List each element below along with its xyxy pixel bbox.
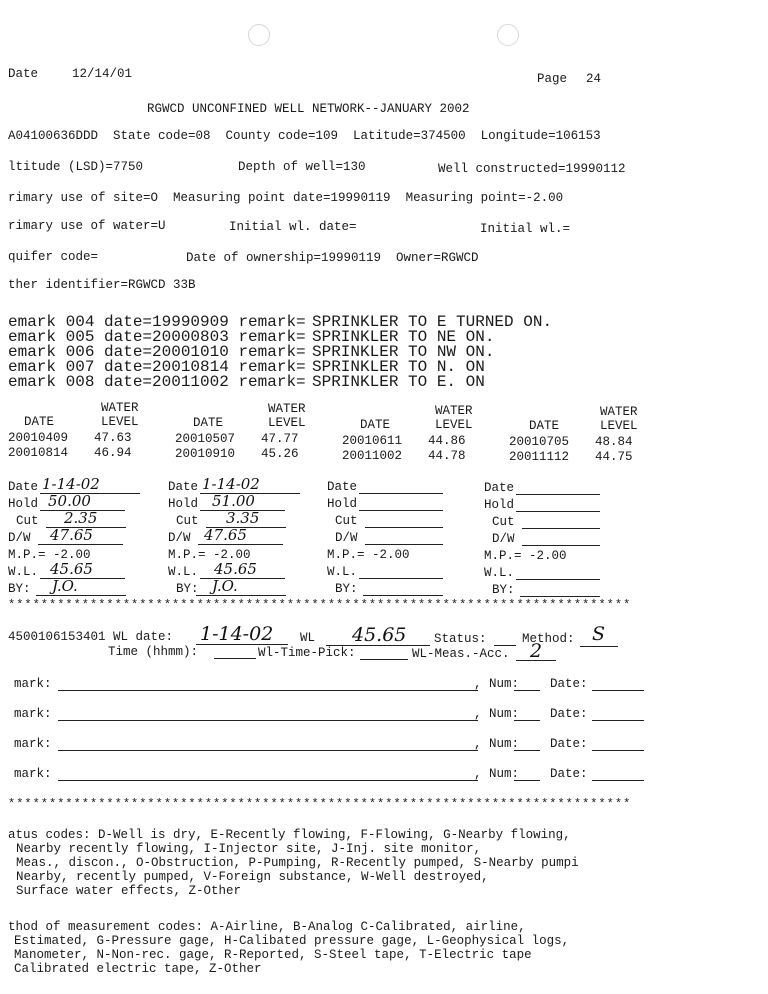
- head-water: WATER: [268, 402, 306, 416]
- remark-num-label: , Num:: [474, 677, 520, 691]
- site-initial-wl: Initial wl.=: [480, 222, 571, 236]
- form-hold-value[interactable]: 51.00: [212, 492, 255, 510]
- form-mp: M.P.= -2.00: [327, 548, 410, 562]
- form-hold-value[interactable]: 50.00: [48, 492, 91, 510]
- form-dw-label: D/W: [492, 532, 515, 546]
- remark-input[interactable]: [58, 720, 478, 721]
- form-hold-label: Hold: [8, 497, 39, 511]
- remark-num-input[interactable]: [514, 690, 540, 691]
- form-cut-label: Cut: [335, 514, 358, 528]
- separator-line: ****************************************************************************: [8, 598, 632, 612]
- form-date-label: Date: [327, 480, 358, 494]
- obs-time-label: Time (hhmm):: [108, 645, 199, 659]
- status-code-line: Nearby recently flowing, I-Injector site, J-Inj. site monitor,: [16, 842, 482, 856]
- method-code-line: thod of measurement codes: A-Airline, B-Analog C-Calibrated, airline,: [8, 920, 526, 934]
- site-ownership: Date of ownership=19990119 Owner=RGWCD: [186, 251, 479, 265]
- form-hold-label: Hold: [484, 498, 515, 512]
- form-dw-value[interactable]: 47.65: [50, 526, 93, 544]
- form-date-value[interactable]: 1-14-02: [202, 475, 260, 493]
- site-water-use: rimary use of water=U: [8, 219, 166, 233]
- form-by-value[interactable]: J.O.: [212, 577, 238, 595]
- table-level: 46.94: [94, 446, 132, 460]
- table-date: 20011002: [342, 449, 403, 463]
- table-date: 20010611: [342, 434, 403, 448]
- remark-text: SPRINKLER TO NE ON.: [312, 328, 495, 346]
- head-date: DATE: [24, 415, 55, 429]
- head-water: WATER: [600, 405, 638, 419]
- site-constructed: Well constructed=19990112: [438, 162, 626, 176]
- remark-left: emark 008 date=20011002 remark=: [8, 373, 306, 391]
- table-date: 20010409: [8, 431, 69, 445]
- form-by-label: BY:: [176, 582, 199, 596]
- obs-pick-label: Wl-Time-Pick:: [258, 646, 356, 660]
- remark-input[interactable]: [58, 690, 478, 691]
- site-other-identifier: ther identifier=RGWCD 33B: [8, 278, 196, 292]
- remark-text: SPRINKLER TO N. ON: [312, 358, 485, 376]
- head-date: DATE: [529, 419, 560, 433]
- table-level: 47.63: [94, 431, 132, 445]
- form-date-label: Date: [8, 480, 39, 494]
- method-code-line: Calibrated electric tape, Z-Other: [14, 962, 262, 976]
- page-number: 24: [586, 72, 602, 86]
- head-level: LEVEL: [600, 419, 638, 433]
- water-level-column-1: [8, 401, 168, 461]
- form-dw-label: D/W: [168, 531, 191, 545]
- head-level: LEVEL: [101, 415, 139, 429]
- site-initial-wl-date: Initial wl. date=: [229, 220, 357, 234]
- water-level-column-4: [509, 405, 669, 465]
- remark-date-input[interactable]: [592, 720, 644, 721]
- obs-acc-label: WL-Meas.-Acc.: [412, 647, 510, 661]
- method-code-line: Manometer, N-Non-rec. gage, R-Reported, S-Steel tape, T-Electric tape: [14, 948, 532, 962]
- form-date-label: Date: [168, 480, 199, 494]
- remark-num-input[interactable]: [514, 720, 540, 721]
- status-code-line: atus codes: D-Well is dry, E-Recently flowing, F-Flowing, G-Nearby flowing,: [8, 828, 571, 842]
- punch-hole-right: [497, 24, 519, 46]
- head-water: WATER: [435, 404, 473, 418]
- field-form-3: [327, 480, 477, 599]
- head-date: DATE: [360, 418, 391, 432]
- obs-id-label: 4500106153401 WL date:: [8, 630, 174, 644]
- remark-blank-label: mark:: [14, 707, 52, 721]
- form-wl-value[interactable]: 45.65: [214, 560, 257, 578]
- remark-left: emark 005 date=20000803 remark=: [8, 328, 306, 346]
- table-level: 44.78: [428, 449, 466, 463]
- form-wl-label: W.L.: [8, 565, 39, 579]
- form-by-label: BY:: [8, 582, 31, 596]
- form-dw-label: D/W: [8, 531, 31, 545]
- form-cut-label: Cut: [492, 515, 515, 529]
- remark-left: emark 007 date=20010814 remark=: [8, 358, 306, 376]
- form-dw-label: D/W: [335, 531, 358, 545]
- form-wl-label: W.L.: [168, 565, 199, 579]
- site-line-3: rimary use of site=O Measuring point date=19990119 Measuring point=-2.00: [8, 191, 564, 205]
- table-level: 44.86: [428, 434, 466, 448]
- remark-date-input[interactable]: [592, 780, 644, 781]
- form-wl-label: W.L.: [327, 565, 358, 579]
- site-altitude: ltitude (LSD)=7750: [8, 160, 144, 174]
- page-title: RGWCD UNCONFINED WELL NETWORK--JANUARY 2002: [147, 102, 470, 116]
- remark-date-input[interactable]: [592, 750, 644, 751]
- table-date: 20010705: [509, 435, 570, 449]
- remark-blank-label: mark:: [14, 737, 52, 751]
- remark-date-input[interactable]: [592, 690, 644, 691]
- remark-date-label: Date:: [550, 677, 588, 691]
- remark-left: emark 004 date=19990909 remark=: [8, 313, 306, 331]
- water-level-column-3: [342, 404, 502, 464]
- head-level: LEVEL: [435, 418, 473, 432]
- obs-method-label: Method:: [522, 632, 575, 646]
- remark-date-label: Date:: [550, 737, 588, 751]
- field-form-4: [484, 481, 634, 600]
- remark-num-label: , Num:: [474, 767, 520, 781]
- form-date-value[interactable]: 1-14-02: [42, 475, 100, 493]
- remark-blank-label: mark:: [14, 767, 52, 781]
- field-form-1: [8, 475, 158, 599]
- remark-num-label: , Num:: [474, 707, 520, 721]
- page-label: Page: [537, 72, 568, 86]
- water-level-column-2: [175, 402, 335, 462]
- remark-num-input[interactable]: [514, 750, 540, 751]
- form-date-label: Date: [484, 481, 515, 495]
- obs-method-value[interactable]: S: [592, 623, 606, 645]
- status-code-line: Surface water effects, Z-Other: [16, 884, 242, 898]
- site-depth: Depth of well=130: [238, 160, 366, 174]
- remark-input[interactable]: [58, 780, 478, 781]
- remark-date-label: Date:: [550, 707, 588, 721]
- obs-status-label: Status:: [434, 632, 487, 646]
- remark-num-input[interactable]: [514, 780, 540, 781]
- remark-input[interactable]: [58, 750, 478, 751]
- header-date-value: 12/14/01: [72, 67, 133, 81]
- separator-line: ****************************************************************************: [8, 797, 632, 811]
- site-line-1: A04100636DDD State code=08 County code=109 Latitude=374500 Longitude=106153: [8, 129, 601, 143]
- obs-wl-value[interactable]: 45.65: [352, 624, 407, 646]
- remark-blank-label: mark:: [14, 677, 52, 691]
- form-mp: M.P.= -2.00: [168, 548, 251, 562]
- form-cut-label: Cut: [176, 514, 199, 528]
- table-level: 48.84: [595, 435, 633, 449]
- form-by-value[interactable]: J.O.: [52, 577, 78, 595]
- method-code-line: Estimated, G-Pressure gage, H-Calibated pressure gage, L-Geophysical logs,: [14, 934, 570, 948]
- header-date-label: Date: [8, 67, 39, 81]
- form-hold-label: Hold: [327, 497, 358, 511]
- punch-hole-left: [248, 24, 270, 46]
- table-date: 20011112: [509, 450, 570, 464]
- form-wl-label: W.L.: [484, 566, 515, 580]
- form-hold-label: Hold: [168, 497, 199, 511]
- table-level: 44.75: [595, 450, 633, 464]
- remark-num-label: , Num:: [474, 737, 520, 751]
- remark-text: SPRINKLER TO E. ON: [312, 373, 485, 391]
- head-date: DATE: [193, 416, 224, 430]
- method-codes-legend: [8, 920, 570, 976]
- remark-date-label: Date:: [550, 767, 588, 781]
- form-mp: M.P.= -2.00: [8, 548, 91, 562]
- form-by-label: BY:: [492, 583, 515, 597]
- form-cut-value[interactable]: 2.35: [64, 509, 98, 527]
- status-code-line: Meas., discon., O-Obstruction, P-Pumping, R-Recently pumped, S-Nearby pumpi: [16, 856, 579, 870]
- head-level: LEVEL: [268, 416, 306, 430]
- remark-text: SPRINKLER TO E TURNED ON.: [312, 313, 553, 331]
- remark-text: SPRINKLER TO NW ON.: [312, 343, 495, 361]
- site-aquifer: quifer code=: [8, 250, 99, 264]
- status-codes-legend: [8, 828, 579, 898]
- table-level: 45.26: [261, 447, 299, 461]
- form-mp: M.P.= -2.00: [484, 549, 567, 563]
- form-dw-value[interactable]: 47.65: [204, 526, 247, 544]
- table-date: 20010507: [175, 432, 236, 446]
- table-date: 20010814: [8, 446, 69, 460]
- form-wl-value[interactable]: 45.65: [50, 560, 93, 578]
- form-cut-label: Cut: [16, 514, 39, 528]
- table-date: 20010910: [175, 447, 236, 461]
- form-cut-value[interactable]: 3.35: [226, 509, 260, 527]
- field-form-2: [168, 475, 318, 599]
- form-by-label: BY:: [335, 582, 358, 596]
- obs-acc-value[interactable]: 2: [530, 640, 543, 662]
- remark-left: emark 006 date=20001010 remark=: [8, 343, 306, 361]
- obs-wl-date[interactable]: 1-14-02: [200, 623, 274, 645]
- head-water: WATER: [101, 401, 139, 415]
- table-level: 47.77: [261, 432, 299, 446]
- obs-wl-label: WL: [300, 631, 316, 645]
- status-code-line: Nearby, recently pumped, V-Foreign substance, W-Well destroyed,: [16, 870, 489, 884]
